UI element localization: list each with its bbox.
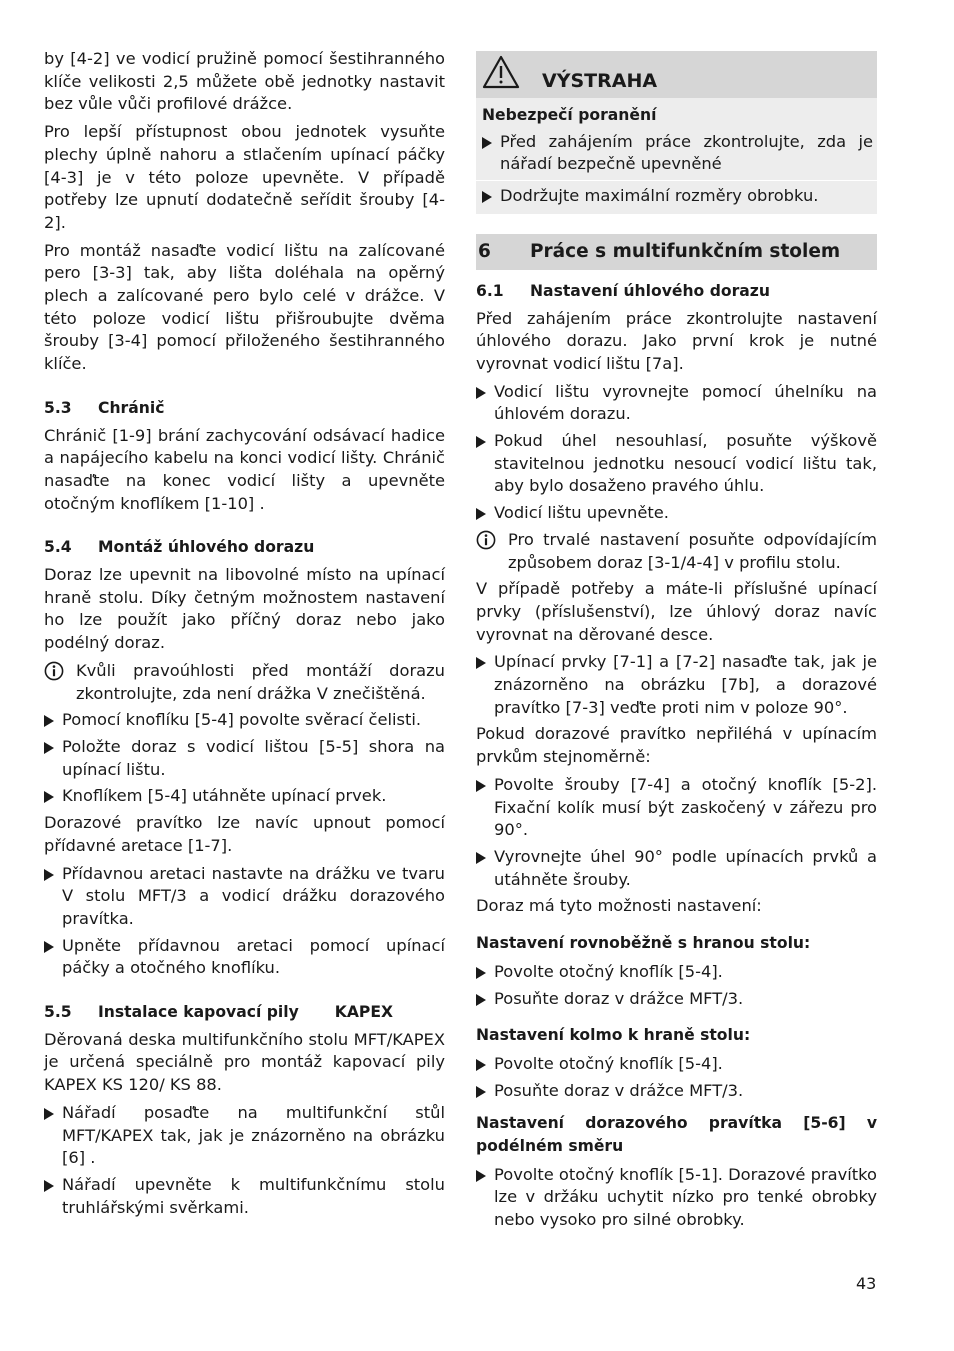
paragraph: Děrovaná deska multifunkčního stolu MFT/KAPEX je určená speciálně pro montáž kapovací pily KAPEX KS 120/ KS 88.: [44, 1029, 445, 1095]
bullet-arrow-icon: [44, 941, 54, 953]
info-icon: [476, 530, 496, 550]
bullet-arrow-icon: [476, 1170, 486, 1182]
paragraph: Pro lepší přístupnost obou jednotek vysuňte plechy úplně nahoru a stlačením upínací páčky [4-3] je v této poloze upevněte. V případě potřeby lze upnutí dodatečně seřídit šrouby [4-2].: [44, 122, 445, 232]
paragraph: Chránič [1-9] brání zachycování odsávací hadice a napájecího kabelu na konci vodicí lišty. Chránič nasaďte na konec vodicí lišty a upevněte otočným knoflíkem [1-10] .: [44, 425, 445, 513]
bullet-arrow-icon: [476, 967, 486, 979]
subheading-parallel: Nastavení rovnoběžně s hranou stolu:: [476, 934, 811, 953]
list-item: Pokud úhel nesouhlasí, posuňte výškově stavitelnou jednotku nesoucí vodicí lištu tak, aby bylo dosaženo pravého úhlu.: [476, 430, 877, 498]
warning-triangle-icon: [482, 55, 520, 89]
section-heading-5-4: 5.4 Montáž úhlového dorazu: [44, 538, 315, 557]
list-item: Dodržujte maximální rozměry obrobku.: [482, 185, 873, 208]
right-column: [476, 51, 877, 1236]
bullet-arrow-icon: [476, 508, 486, 520]
bullet-arrow-icon: [476, 994, 486, 1006]
bullet-arrow-icon: [476, 436, 486, 448]
paragraph: Dorazové pravítko lze navíc upnout pomocí přídavné aretace [1-7].: [44, 813, 445, 855]
list-item: Nářadí upevněte k multifunkčnímu stolu truhlářskými svěrkami.: [44, 1174, 445, 1219]
warning-title: VÝSTRAHA: [542, 70, 658, 92]
bullet-arrow-icon: [482, 191, 492, 203]
info-icon: [44, 661, 64, 681]
page-number: 43: [856, 1274, 877, 1293]
paragraph: Pro montáž nasaďte vodicí lištu na zalícované pero [3-3] tak, aby lišta doléhala na opěrný plech a zalícované pero bylo celé v drážce. V této poloze vodicí lištu přišroubujte dvěma šrouby [3-4] pomocí přiloženého šestihranného klíče.: [44, 240, 445, 374]
bullet-arrow-icon: [476, 1086, 486, 1098]
paragraph: Před zahájením práce zkontrolujte nastavení úhlového dorazu. Jako první krok je nutné vyrovnat vodicí lištu [7a].: [476, 308, 877, 373]
list-item: Upínací prvky [7-1] a [7-2] nasaďte tak, jak je znázorněno na obrázku [7b], a dorazové pravítko [7-3] veďte proti nim v poloze 90°.: [476, 651, 877, 719]
paragraph: Doraz má tyto možnosti nastavení:: [476, 896, 762, 916]
bullet-arrow-icon: [476, 1059, 486, 1071]
list-item: Povolte otočný knoflík [5-4].: [476, 1053, 877, 1076]
list-item: Upněte přídavnou aretaci pomocí upínací páčky a otočného knoflíku.: [44, 935, 445, 980]
list-item: Položte doraz s vodicí lištou [5-5] shora na upínací lištu.: [44, 736, 445, 781]
chapter-heading-6: 6 Práce s multifunkčním stolem: [476, 234, 877, 270]
bullet-arrow-icon: [476, 387, 486, 399]
bullet-arrow-icon: [476, 852, 486, 864]
paragraph: Doraz lze upevnit na libovolné místo na upínací hraně stolu. Díky četným možnostem nastavení ho lze použít jako příčný doraz nebo jako podélný doraz.: [44, 565, 445, 653]
paragraph: Pokud dorazové pravítko nepřiléhá v upínacím prvkům stejnoměrně:: [476, 724, 877, 767]
list-item: Pomocí knoflíku [5-4] povolte svěrací čelisti.: [44, 709, 445, 732]
list-item: Povolte otočný knoflík [5-4].: [476, 961, 877, 984]
bullet-arrow-icon: [44, 791, 54, 803]
section-heading-5-5: 5.5 Instalace kapovací pily KAPEX: [44, 1003, 394, 1022]
left-column: [44, 48, 445, 1223]
list-item: Povolte šrouby [7-4] a otočný knoflík [5-2]. Fixační kolík musí být zaskočený v zářezu pro 90°.: [476, 774, 877, 842]
list-item: Před zahájením práce zkontrolujte, zda je nářadí bezpečně upevněné: [482, 131, 873, 176]
list-item: Knoflíkem [5-4] utáhněte upínací prvek.: [44, 785, 445, 808]
warning-body: [476, 98, 877, 214]
list-item: Posuňte doraz v drážce MFT/3.: [476, 988, 877, 1011]
bullet-arrow-icon: [44, 1108, 54, 1120]
list-item: Vodicí lištu vyrovnejte pomocí úhelníku na úhlovém dorazu.: [476, 381, 877, 426]
bullet-arrow-icon: [482, 137, 492, 149]
subheading-longitudinal: Nastavení dorazového pravítka [5-6] v podélném směru: [476, 1114, 877, 1156]
bullet-arrow-icon: [476, 657, 486, 669]
subheading-perpendicular: Nastavení kolmo k hraně stolu:: [476, 1026, 751, 1045]
section-heading-6-1: 6.1 Nastavení úhlového dorazu: [476, 281, 770, 300]
list-item: Nářadí posaďte na multifunkční stůl MFT/KAPEX tak, jak je znázorněno na obrázku [6] .: [44, 1102, 445, 1170]
list-item: Povolte otočný knoflík [5-1]. Dorazové pravítko lze v držáku uchytit nízko pro tenké obrobky nebo vysoko pro silné obrobky.: [476, 1164, 877, 1232]
section-heading-5-3: 5.3 Chránič: [44, 398, 165, 417]
bullet-arrow-icon: [44, 715, 54, 727]
info-note: Pro trvalé nastavení posuňte odpovídajícím způsobem doraz [3-1/4-4] v profilu stolu.: [476, 529, 877, 574]
warning-header: [476, 51, 877, 98]
list-item: Přídavnou aretaci nastavte na drážku ve tvaru V stolu MFT/3 a vodicí drážku dorazového pravítka.: [44, 863, 445, 931]
list-item: Vyrovnejte úhel 90° podle upínacích prvků a utáhněte šrouby.: [476, 846, 877, 891]
list-item: Posuňte doraz v drážce MFT/3.: [476, 1080, 877, 1103]
bullet-arrow-icon: [476, 780, 486, 792]
paragraph: V případě potřeby a máte-li příslušné upínací prvky (příslušenství), lze úhlový doraz navíc vyrovnat na děrované desce.: [476, 579, 877, 644]
bullet-arrow-icon: [44, 742, 54, 754]
paragraph: by [4-2] ve vodicí pružině pomocí šestihranného klíče velikosti 2,5 můžete obě jednotky nastavit bez vůle vůči profilové drážce.: [44, 49, 445, 114]
info-note: Kvůli pravoúhlosti před montáží dorazu zkontrolujte, zda není drážka V znečištěná.: [44, 660, 445, 705]
warning-box: [476, 51, 877, 214]
bullet-arrow-icon: [44, 869, 54, 881]
list-item: Vodicí lištu upevněte.: [476, 502, 877, 525]
bullet-arrow-icon: [44, 1180, 54, 1192]
divider: [476, 180, 877, 181]
warning-subtitle: Nebezpečí poranění: [482, 106, 657, 124]
